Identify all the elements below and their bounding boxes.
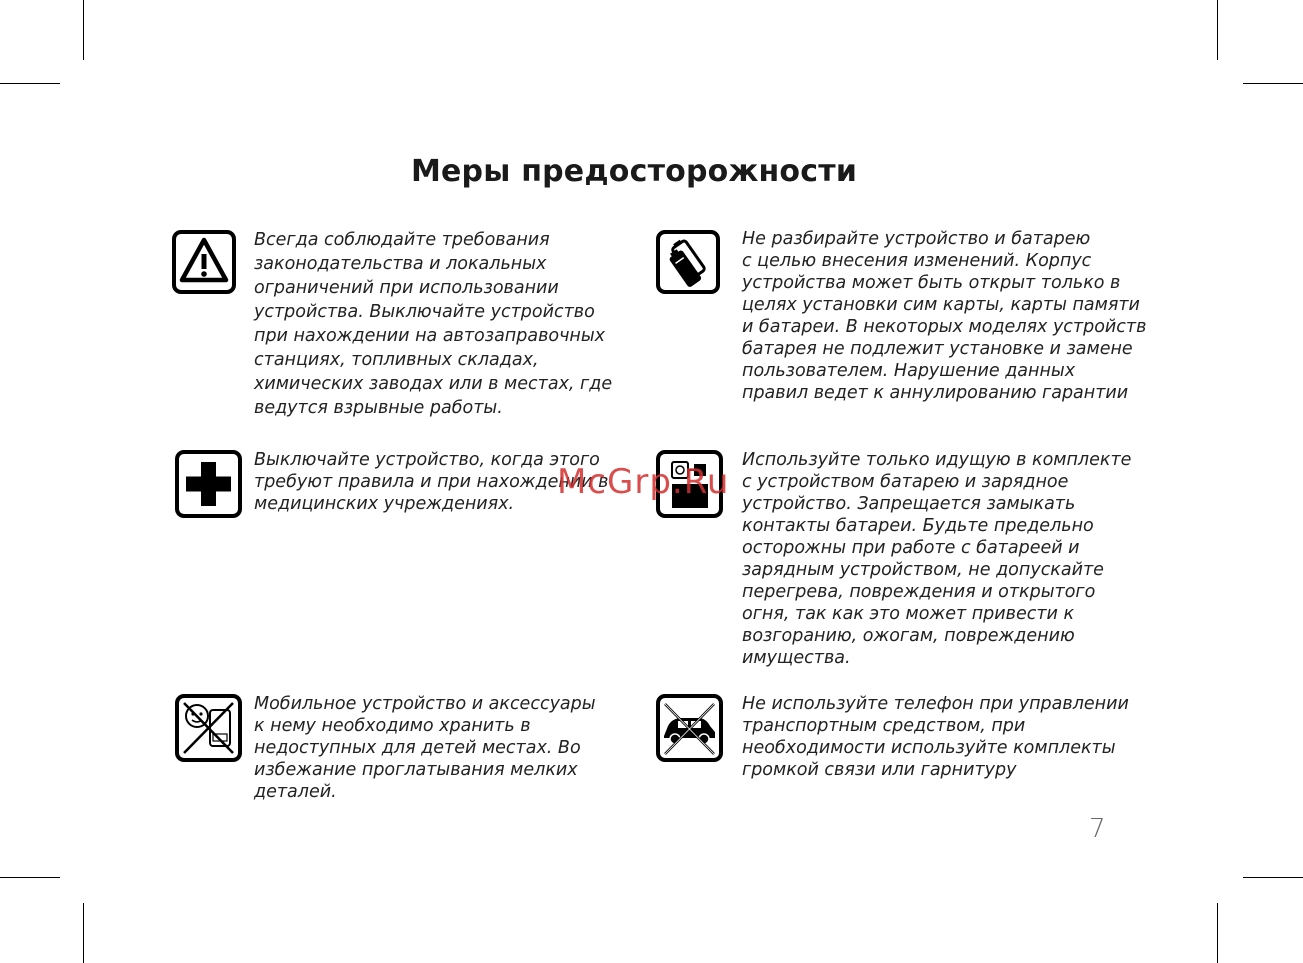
item-text-explosive-areas: Всегда соблюдайте требования законодательства и локальных ограничений при использовании устройства. Выключайте устройство при нахождении на автозаправочных станциях, топливных складах, химических заводах или в местах, где ведутся взрывные работы. — [254, 230, 613, 418]
crop-mark — [0, 83, 60, 84]
page-number: 7 — [1089, 814, 1106, 844]
item-text-disassembly: Не разбирайте устройство и батарею с целью внесения изменений. Корпус устройства может быть открыт только в целях установки сим карты, карты памяти и батареи. В некоторых моделях устройств батарея не подлежит установке и замене пользователем. Нарушение данных правил ведет к аннулированию гарантии — [742, 229, 1147, 403]
no-phone-while-driving-icon — [656, 694, 723, 762]
crop-mark — [1243, 877, 1303, 878]
watermark: McGrp.Ru — [557, 462, 730, 502]
item-text-medical: Выключайте устройство, когда этого требуют правила и при нахождении в медицинских учреждениях. — [254, 450, 609, 514]
crop-mark — [83, 903, 84, 963]
crop-mark — [1243, 83, 1303, 84]
medical-cross-icon — [175, 450, 242, 518]
item-text-children: Мобильное устройство и аксессуары к нему необходимо хранить в недоступных для детей местах. Во избежание проглатывания мелких деталей. — [254, 694, 596, 802]
crop-mark — [1217, 903, 1218, 963]
crop-mark — [1217, 0, 1218, 60]
batteries-icon — [656, 230, 720, 294]
crop-mark — [83, 0, 84, 60]
item-text-driving: Не используйте телефон при управлении транспортным средством, при необходимости используйте комплекты громкой связи или гарнитуру — [742, 694, 1129, 780]
warning-triangle-icon — [172, 230, 236, 294]
no-children-icon — [175, 694, 242, 762]
page-title: Меры предосторожности — [410, 154, 858, 189]
item-text-charger: Используйте только идущую в комплекте с устройством батарею и зарядное устройство. Запрещается замыкать контакты батареи. Будьте предельно осторожны при работе с батареей и зарядным устройством, не допускайте перегрева, повреждения и открытого огня, так как это может привести к возгоранию, ожогам, повреждению имущества. — [742, 450, 1132, 668]
crop-mark — [0, 877, 60, 878]
